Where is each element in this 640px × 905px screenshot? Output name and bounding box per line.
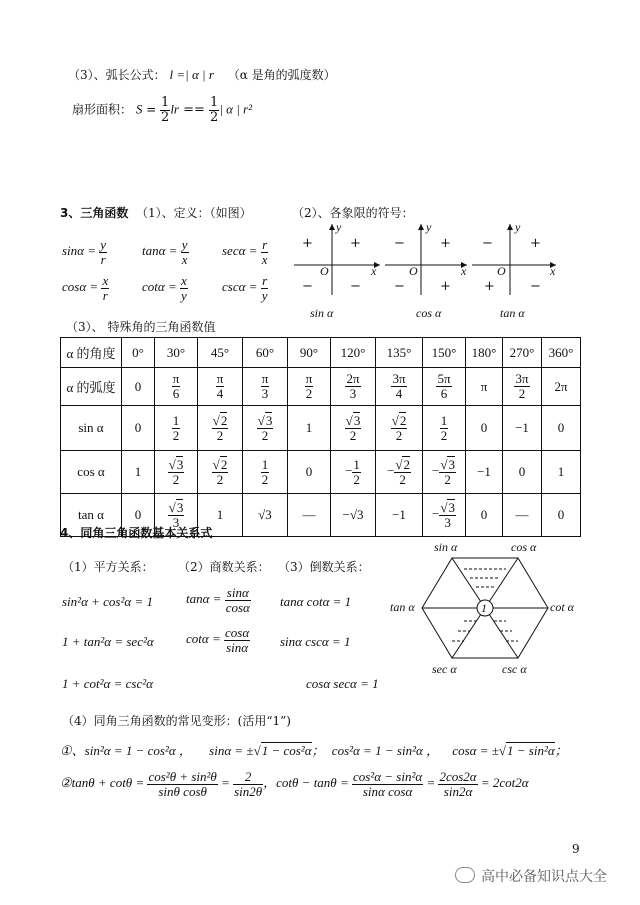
cell: $\frac{√3}{2}$	[243, 406, 288, 451]
def-cos: cosα = $\frac{x}{r}$	[62, 273, 109, 303]
arc-length-note: （α 是角的弧度数）	[227, 68, 336, 82]
square-relation-1: sin²α + cos²α = 1	[62, 594, 153, 609]
cell: $\frac{√2}{2}$	[198, 406, 243, 451]
cell: − $\frac{√2}{2}$	[376, 451, 423, 494]
reciprocal-3: cosα secα = 1	[306, 676, 379, 691]
cell: $\frac{√3}{2}$	[331, 406, 376, 451]
square-relation-2: 1 + tan²α = sec²α	[62, 634, 154, 649]
hex-label-tan: tan α	[390, 600, 415, 614]
cell: 0	[122, 368, 155, 406]
cell: 1	[198, 494, 243, 537]
cell: 60°	[243, 338, 288, 368]
cell: $\frac{\pi}{2}$	[288, 368, 331, 406]
row-label-radian: α 的弧度	[61, 368, 122, 406]
variants-title: （4）同角三角函数的常见变形：(活用“1”)	[62, 714, 291, 728]
sector-tail: | α | r²	[219, 101, 253, 117]
cell: −1	[466, 451, 503, 494]
origin-2: O	[409, 264, 418, 278]
table-row-cos	[61, 451, 581, 494]
sin-caption: sin α	[310, 306, 334, 320]
cell: $\frac{3\pi}{4}$	[376, 368, 423, 406]
cos-caption: cos α	[416, 306, 442, 320]
reciprocal-2: sinα cscα = 1	[280, 634, 351, 649]
cos-q1: +	[440, 236, 451, 251]
sector-area-label: 扇形面积：	[72, 102, 133, 117]
row-label-degree: α 的角度	[61, 338, 122, 368]
origin-3: O	[497, 264, 506, 278]
hex-label-sin: sin α	[434, 540, 458, 554]
row-label-sin: sin α	[61, 406, 122, 451]
reciprocal-1: tanα cotα = 1	[280, 594, 352, 609]
variant-2: ②tanθ + cotθ = $\frac{\text{cos²θ + sin²θ}}{\text{sinθ cosθ}}$ = $\frac{2}{\sin 2\theta}$ ，cotθ − tanθ = $\frac{\text{cos²α − sin²α}}{\text{sinα cosα}}$ = $\frac{2\cos 2\alpha}{\sin 2\alpha}$ = 2cot2α	[60, 769, 529, 799]
half-fraction-2: $\frac{1}{2}$	[210, 95, 219, 125]
cell: 90°	[288, 338, 331, 368]
cell: 0	[466, 494, 503, 537]
quotient-cot: cotα = $\frac{\cos\alpha}{\sin\alpha}$	[186, 625, 250, 655]
cell: 0	[466, 406, 503, 451]
arc-length-formula: =| α | r	[173, 67, 214, 82]
cell: −1	[376, 494, 423, 537]
cell: 0	[503, 451, 542, 494]
cell: 1	[122, 451, 155, 494]
tan-q4: −	[530, 279, 541, 294]
hex-label-cos: cos α	[511, 540, 537, 554]
cell: 0	[122, 406, 155, 451]
sin-q2: +	[302, 236, 313, 251]
cell: $\frac{1}{2}$	[155, 406, 198, 451]
cell: 0	[122, 494, 155, 537]
def-sin: sinα = $\frac{y}{r}$	[62, 237, 107, 267]
cell: $\frac{1}{2}$	[423, 406, 466, 451]
sector-area-s: S	[135, 101, 143, 117]
cell: 135°	[376, 338, 423, 368]
cell: √3	[243, 494, 288, 537]
cell: 150°	[423, 338, 466, 368]
cell: 30°	[155, 338, 198, 368]
variant-1: ①、sin²α = 1 − cos²α ， sinα = ±√1 − cos²α； cos²α = 1 − sin²α ， cosα = ±√1 − sin²α；	[60, 743, 568, 758]
tan-q3: +	[484, 279, 495, 294]
cell: 0°	[122, 338, 155, 368]
cell: 0	[542, 494, 581, 537]
section-4-title: 4、同角三角函数基本关系式	[60, 526, 213, 540]
quotient-relation-title: （2）商数关系：	[178, 560, 270, 574]
quadrant-title: （2）、各象限的符号：	[292, 206, 414, 220]
def-sec: secα = $\frac{r}{x}$	[222, 237, 268, 267]
sin-q4: −	[350, 279, 361, 294]
cell: 0	[288, 451, 331, 494]
cell: 270°	[503, 338, 542, 368]
cos-q3: −	[394, 279, 405, 294]
hex-center-label: 1	[481, 601, 487, 615]
tan-caption: tan α	[500, 306, 525, 320]
table-row-sin	[61, 406, 581, 451]
tan-q1: +	[530, 236, 541, 251]
sin-q3: −	[302, 279, 313, 294]
square-relation-3: 1 + cot²α = csc²α	[62, 676, 153, 691]
special-angles-table	[60, 337, 581, 537]
axis-x-2: x	[461, 264, 467, 278]
watermark: 高中必备知识点大全	[455, 866, 607, 886]
axis-y-1: y	[336, 220, 342, 234]
double-eq: ==	[178, 102, 210, 118]
half-fraction: $\frac{1}{2}$	[161, 95, 170, 125]
axis-x-1: x	[371, 264, 377, 278]
table-row-radians	[61, 368, 581, 406]
cell: $\frac{1}{2}$	[243, 451, 288, 494]
quotient-tan: tanα = $\frac{\sin\alpha}{\cos\alpha}$	[186, 585, 250, 615]
def-cot: cotα = $\frac{x}{y}$	[142, 273, 187, 303]
cell: $\frac{\pi}{6}$	[155, 368, 198, 406]
cell: π	[466, 368, 503, 406]
cell: —	[288, 494, 331, 537]
cell: − $\frac{1}{2}$	[331, 451, 376, 494]
cos-q2: −	[394, 236, 405, 251]
cell: $\frac{\pi}{3}$	[243, 368, 288, 406]
cell: $\frac{2\pi}{3}$	[331, 368, 376, 406]
cell: 0	[542, 406, 581, 451]
hex-label-csc: csc α	[502, 662, 527, 676]
square-relation-title: （1）平方关系：	[62, 560, 154, 574]
def-tan: tanα = $\frac{y}{x}$	[142, 237, 188, 267]
arc-length-label: （3）、弧长公式：	[68, 68, 166, 82]
cell: 360°	[542, 338, 581, 368]
cell: 120°	[331, 338, 376, 368]
axis-y-2: y	[426, 220, 432, 234]
page-number: 9	[572, 842, 580, 856]
cell: 1	[288, 406, 331, 451]
special-angles-title: （3）、 特殊角的三角函数值	[66, 320, 216, 334]
cell: $\frac{\pi}{4}$	[198, 368, 243, 406]
cell: −√3	[331, 494, 376, 537]
cell: − $\frac{√3}{2}$	[423, 451, 466, 494]
sector-lr: lr	[170, 101, 179, 117]
cell: 1	[542, 451, 581, 494]
origin-1: O	[320, 264, 329, 278]
cos-q4: +	[440, 279, 451, 294]
cell: 45°	[198, 338, 243, 368]
arc-length-l: l	[169, 67, 174, 82]
cell: 2π	[542, 368, 581, 406]
axis-y-3: y	[515, 220, 521, 234]
hex-label-cot: cot α	[550, 600, 574, 614]
cell: $\frac{3\pi}{2}$	[503, 368, 542, 406]
cell: $\frac{√2}{2}$	[198, 451, 243, 494]
sector-area-line: 扇形面积： S = $\frac{1}{2}$ lr == $\frac{1}{2}$ | α | r²	[72, 95, 253, 125]
axis-x-3: x	[550, 264, 556, 278]
row-label-cos: cos α	[61, 451, 122, 494]
definition-title: （1）、定义：（如图）	[136, 206, 252, 220]
cell: $\frac{5\pi}{6}$	[423, 368, 466, 406]
def-csc: cscα = $\frac{r}{y}$	[222, 273, 268, 303]
cell: 180°	[466, 338, 503, 368]
section-3-title: 3、三角函数	[60, 206, 129, 220]
cell: —	[503, 494, 542, 537]
sin-q1: +	[350, 236, 361, 251]
cell: $\frac{√2}{2}$	[376, 406, 423, 451]
cell: $\frac{√3}{3}$	[155, 494, 198, 537]
cell: $\frac{√3}{2}$	[155, 451, 198, 494]
wechat-icon	[455, 867, 475, 883]
tan-q2: −	[482, 236, 493, 251]
row-label-tan: tan α	[61, 494, 122, 537]
table-row-degrees	[61, 338, 581, 368]
hex-label-sec: sec α	[432, 662, 457, 676]
arc-length-line	[68, 66, 336, 83]
reciprocal-relation-title: （3）倒数关系：	[278, 560, 370, 574]
cell: − $\frac{√3}{3}$	[423, 494, 466, 537]
cell: −1	[503, 406, 542, 451]
